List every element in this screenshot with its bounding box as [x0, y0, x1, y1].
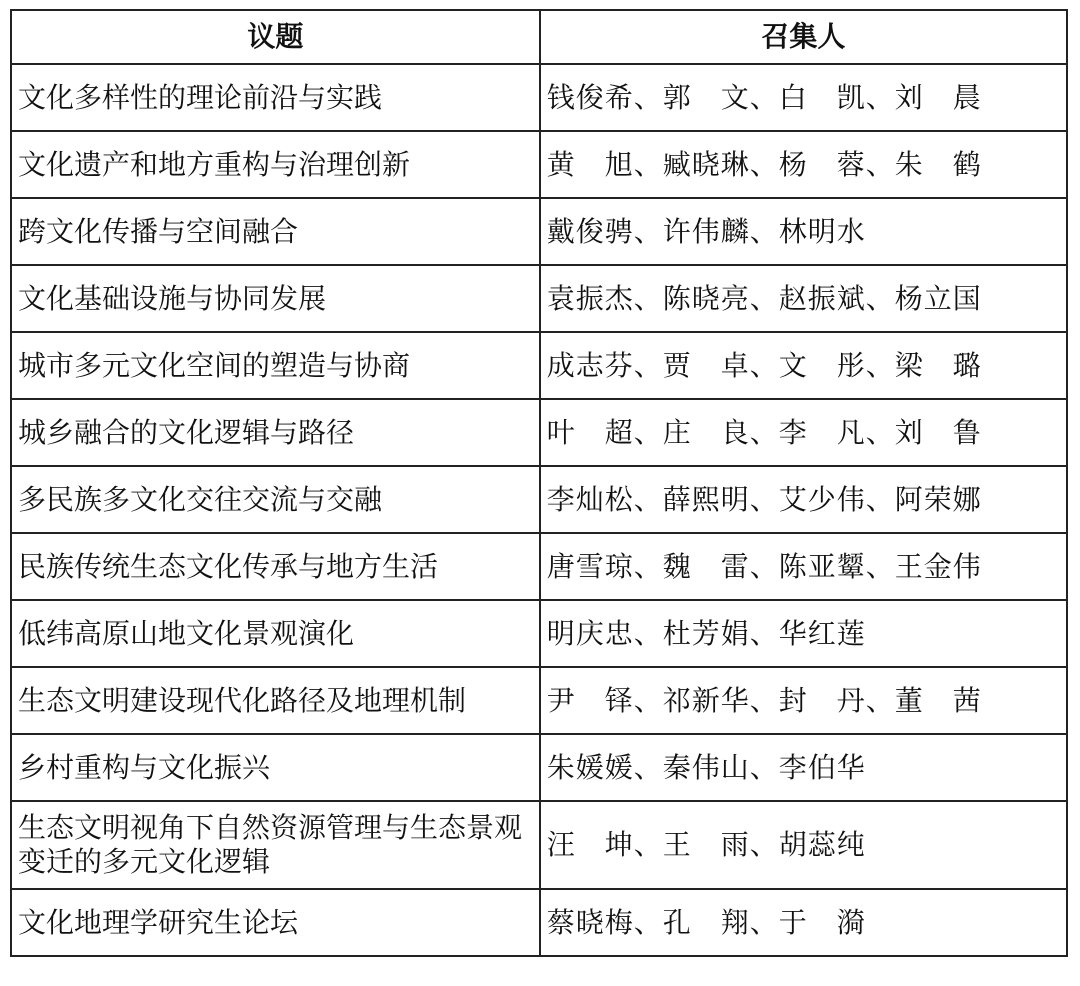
- table-row: [11, 801, 1067, 889]
- table-row: [11, 131, 1067, 198]
- topic-cell: 文化地理学研究生论坛: [11, 889, 540, 956]
- conveners-cell: 朱媛媛、秦伟山、李伯华: [540, 734, 1067, 801]
- topic-cell: 城乡融合的文化逻辑与路径: [11, 399, 540, 466]
- header-conveners: 召集人: [540, 10, 1067, 64]
- table-header-row: [11, 10, 1067, 64]
- conveners-cell: 蔡晓梅、孔 翔、于 漪: [540, 889, 1067, 956]
- table-row: [11, 64, 1067, 131]
- table-row: [11, 889, 1067, 956]
- topic-cell: 文化多样性的理论前沿与实践: [11, 64, 540, 131]
- conveners-cell: 尹 铎、祁新华、封 丹、董 茜: [540, 667, 1067, 734]
- table-row: [11, 265, 1067, 332]
- topic-cell: 生态文明建设现代化路径及地理机制: [11, 667, 540, 734]
- table-row: [11, 198, 1067, 265]
- conveners-cell: 黄 旭、臧晓琳、杨 蓉、朱 鹤: [540, 131, 1067, 198]
- conveners-cell: 叶 超、庄 良、李 凡、刘 鲁: [540, 399, 1067, 466]
- conveners-cell: 戴俊骋、许伟麟、林明水: [540, 198, 1067, 265]
- table-row: [11, 533, 1067, 600]
- conveners-cell: 成志芬、贾 卓、文 彤、梁 璐: [540, 332, 1067, 399]
- topic-cell: 乡村重构与文化振兴: [11, 734, 540, 801]
- conveners-cell: 明庆忠、杜芳娟、华红莲: [540, 600, 1067, 667]
- topic-cell: 低纬高原山地文化景观演化: [11, 600, 540, 667]
- table-row: [11, 600, 1067, 667]
- conveners-cell: 李灿松、薛熙明、艾少伟、阿荣娜: [540, 466, 1067, 533]
- topic-cell: 城市多元文化空间的塑造与协商: [11, 332, 540, 399]
- conveners-cell: 唐雪琼、魏 雷、陈亚颦、王金伟: [540, 533, 1067, 600]
- topic-cell: 民族传统生态文化传承与地方生活: [11, 533, 540, 600]
- topic-cell: 生态文明视角下自然资源管理与生态景观变迁的多元文化逻辑: [11, 801, 540, 889]
- topic-cell: 多民族多文化交往交流与交融: [11, 466, 540, 533]
- conveners-cell: 袁振杰、陈晓亮、赵振斌、杨立国: [540, 265, 1067, 332]
- conveners-table: [10, 9, 1068, 957]
- table-row: [11, 332, 1067, 399]
- conveners-cell: 汪 坤、王 雨、胡蕊纯: [540, 801, 1067, 889]
- topic-cell: 文化基础设施与协同发展: [11, 265, 540, 332]
- table-row: [11, 667, 1067, 734]
- header-topic: 议题: [11, 10, 540, 64]
- topic-cell: 文化遗产和地方重构与治理创新: [11, 131, 540, 198]
- conveners-cell: 钱俊希、郭 文、白 凯、刘 晨: [540, 64, 1067, 131]
- table-row: [11, 734, 1067, 801]
- table-row: [11, 466, 1067, 533]
- topic-cell: 跨文化传播与空间融合: [11, 198, 540, 265]
- table-row: [11, 399, 1067, 466]
